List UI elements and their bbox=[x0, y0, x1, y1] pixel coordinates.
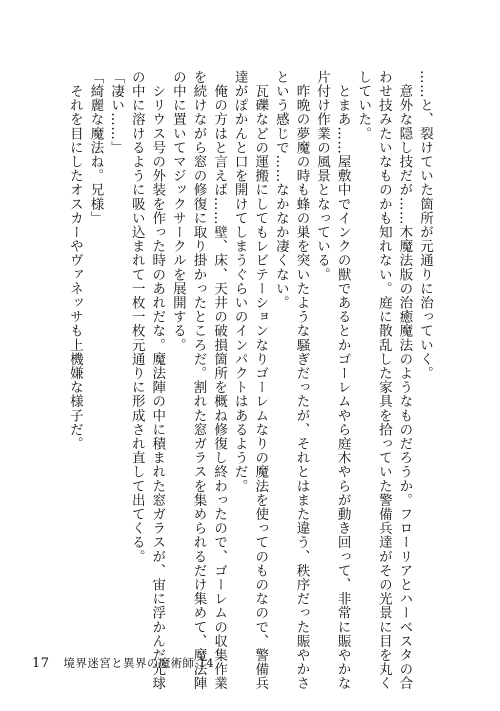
running-title: 境界迷宮と異界の魔術師 14 bbox=[63, 656, 214, 670]
text-line: 達がぽかんと口を開けてしまうぐらいのインパクトはあるようだ。 bbox=[231, 70, 248, 493]
text-line: 俺の方はと言えば……壁、床、天井の破損箇所を概ね修復し終わったので、ゴーレムの収集作業 bbox=[211, 70, 228, 691]
text-line: わせ技みたいなものかも知れない。庭に散乱した家具を拾っていた警備兵達がその光景に目を丸く bbox=[375, 70, 392, 691]
text-line: の中に溶けるように吸い込まれて一枚一枚元通りに形成され直して出てくる。 bbox=[128, 70, 145, 564]
page-number: 17 bbox=[32, 656, 50, 671]
text-line: していた。 bbox=[355, 70, 372, 141]
text-line: を続けながら窓の修復に取り掛かったところだ。割れた窓ガラスを集められるだけ集めて、魔法陣 bbox=[190, 70, 207, 691]
text-line: 昨晩の夢魔の時も蜂の巣を突いたような騒ぎだったが、それとはまた違う、秩序だった賑やかさ bbox=[293, 70, 310, 691]
text-line: とまあ……屋敷中でインクの獣であるとかゴーレムやら庭木やらが動き回って、非常に賑やかな bbox=[334, 70, 351, 691]
text-line: という感じで……なかなか凄くない。 bbox=[272, 70, 289, 310]
page-footer bbox=[32, 655, 214, 675]
text-line: 「綺麗な魔法ね。兄様」 bbox=[87, 70, 104, 226]
text-line: 瓦礫などの運搬にしてもレビテーションなりゴーレムなりの魔法を使ってのものなので、警備兵 bbox=[252, 70, 269, 691]
text-line: 「凄い……」 bbox=[108, 70, 125, 155]
text-line: の中に置いてマジックサークルを展開する。 bbox=[169, 70, 186, 352]
text-line: シリウス号の外装を作った時のあれだな。魔法陣の中に積まれた窓ガラスが、宙に浮かんだ光球 bbox=[149, 70, 166, 691]
text-line: それを目にしたオスカーやヴァネッサも上機嫌な様子だ。 bbox=[66, 70, 83, 451]
text-line: 意外な隠し技だが……木魔法版の治癒魔法のようなものだろうか。フローリアとハーベスタの合 bbox=[396, 70, 413, 691]
text-line: 片付け作業の風景となっている。 bbox=[314, 70, 331, 282]
text-line: ……と、裂けていた箇所が元通りに治っていく。 bbox=[417, 70, 433, 381]
